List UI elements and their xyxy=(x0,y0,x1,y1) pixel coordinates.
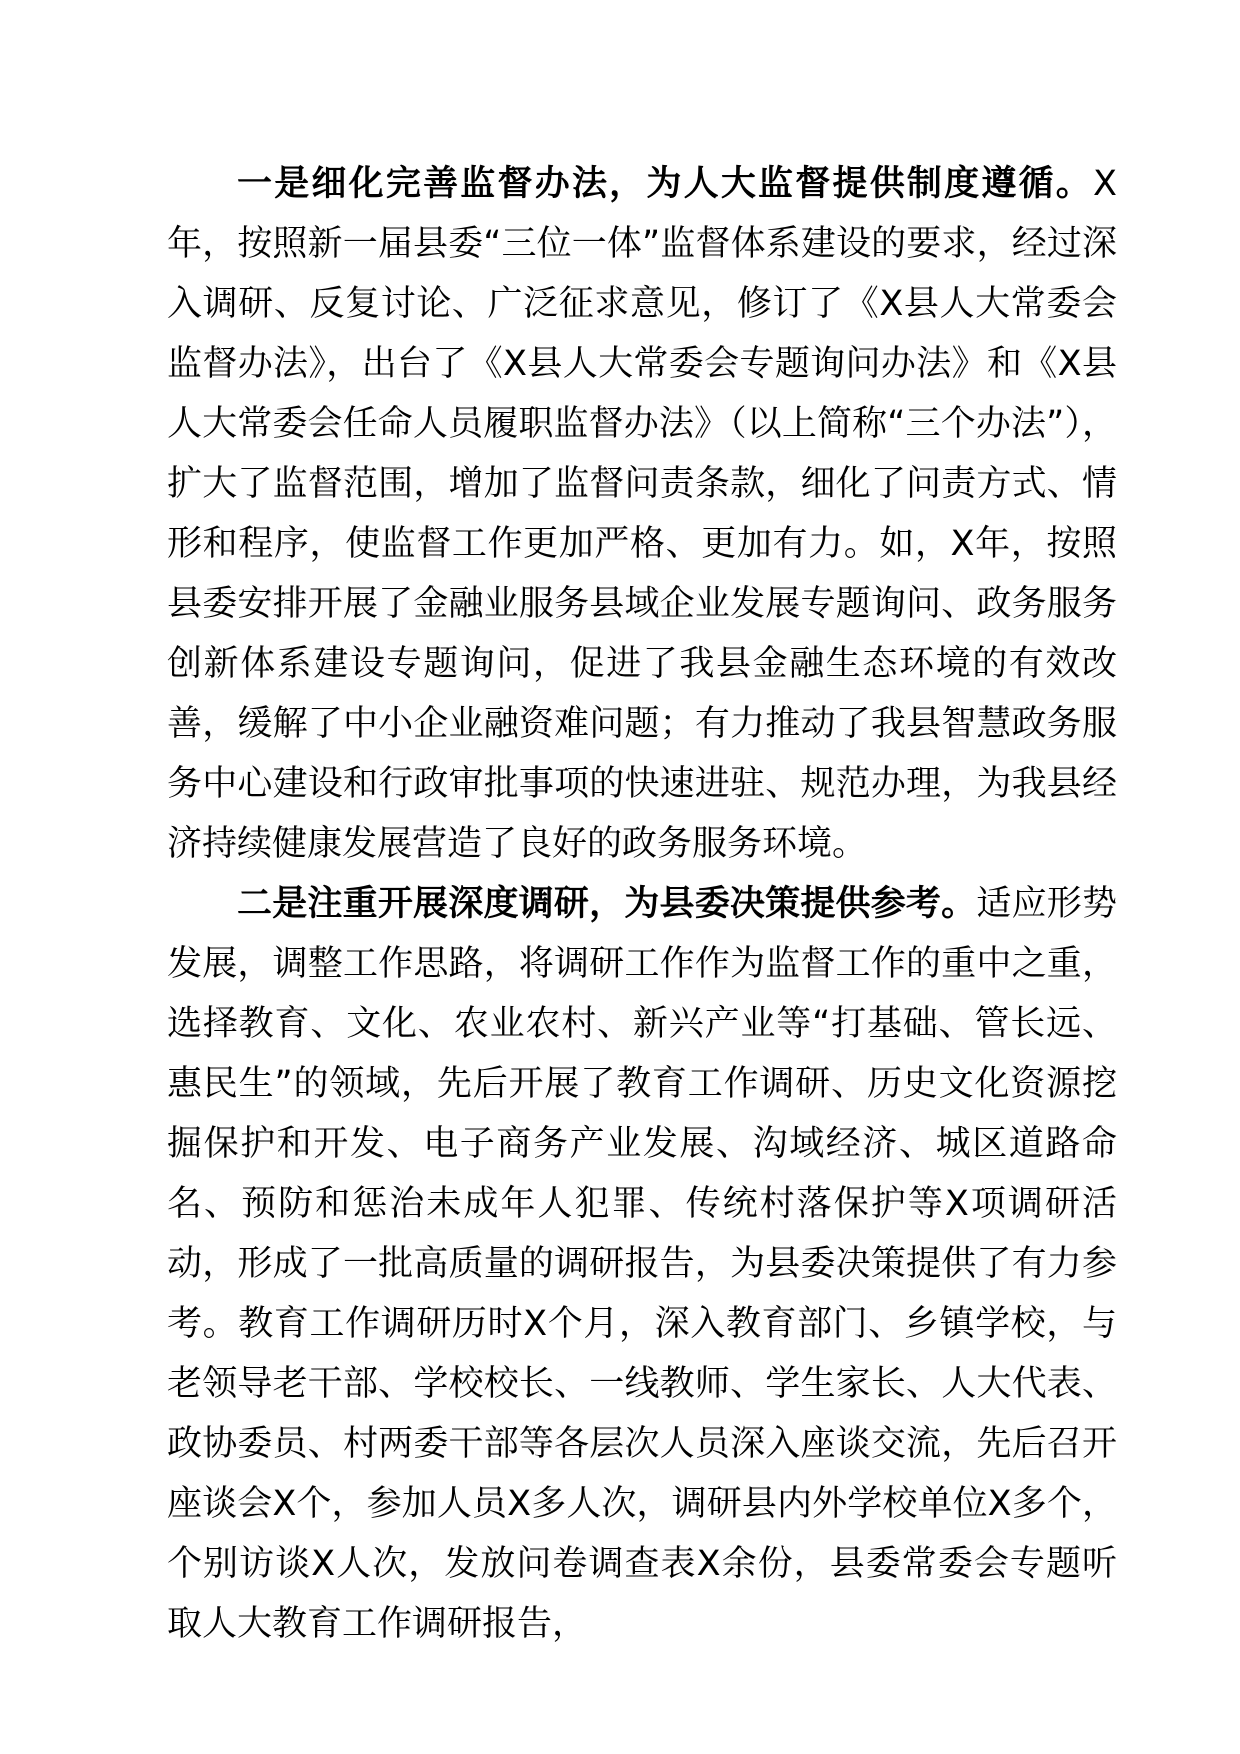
paragraph-2-text: 适应形势发展，调整工作思路，将调研工作作为监督工作的重中之重，选择教育、文化、农业农村、新兴产业等“打基础、管长远、惠民生”的领域，先后开展了教育工作调研、历史文化资源挖掘保护和开发、电子商务产业发展、沟域经济、城区道路命名、预防和惩治未成年人犯罪、传统村落保护等X项调研活动，形成了一批高质量的调研报告，为县委决策提供了有力参考。教育工作调研历时X个月，深入教育部门、乡镇学校，与老领导老干部、学校校长、一线教师、学生家长、人大代表、政协委员、村两委干部等各层次人员深入座谈交流，先后召开座谈会X个，参加人员X多人次，调研县内外学校单位X多个，个别访谈X人次，发放问卷调查表X余份，县委常委会专题听取人大教育工作调研报告， xyxy=(167,884,1117,1644)
paragraph-2-heading: 二是注重开展深度调研，为县委决策提供参考。 xyxy=(237,884,977,924)
paragraph-1-heading: 一是细化完善监督办法，为人大监督提供制度遵循。 xyxy=(237,164,1094,204)
paragraph-1-text: X年，按照新一届县委“三位一体”监督体系建设的要求，经过深入调研、反复讨论、广泛征求意见，修订了《X县人大常委会监督办法》，出台了《X县人大常委会专题询问办法》和《X县人大常委会任命人员履职监督办法》（以上简称“三个办法”），扩大了监督范围，增加了监督问责条款，细化了问责方式、情形和程序，使监督工作更加严格、更加有力。如，X年，按照县委安排开展了金融业服务县域企业发展专题询问、政务服务创新体系建设专题询问，促进了我县金融生态环境的有效改善，缓解了中小企业融资难问题；有力推动了我县智慧政务服务中心建设和行政审批事项的快速进驻、规范办理，为我县经济持续健康发展营造了良好的政务服务环境。 xyxy=(167,164,1117,864)
document-body xyxy=(167,154,1117,1654)
paragraph-2 xyxy=(167,874,1117,1654)
paragraph-1 xyxy=(167,154,1117,874)
